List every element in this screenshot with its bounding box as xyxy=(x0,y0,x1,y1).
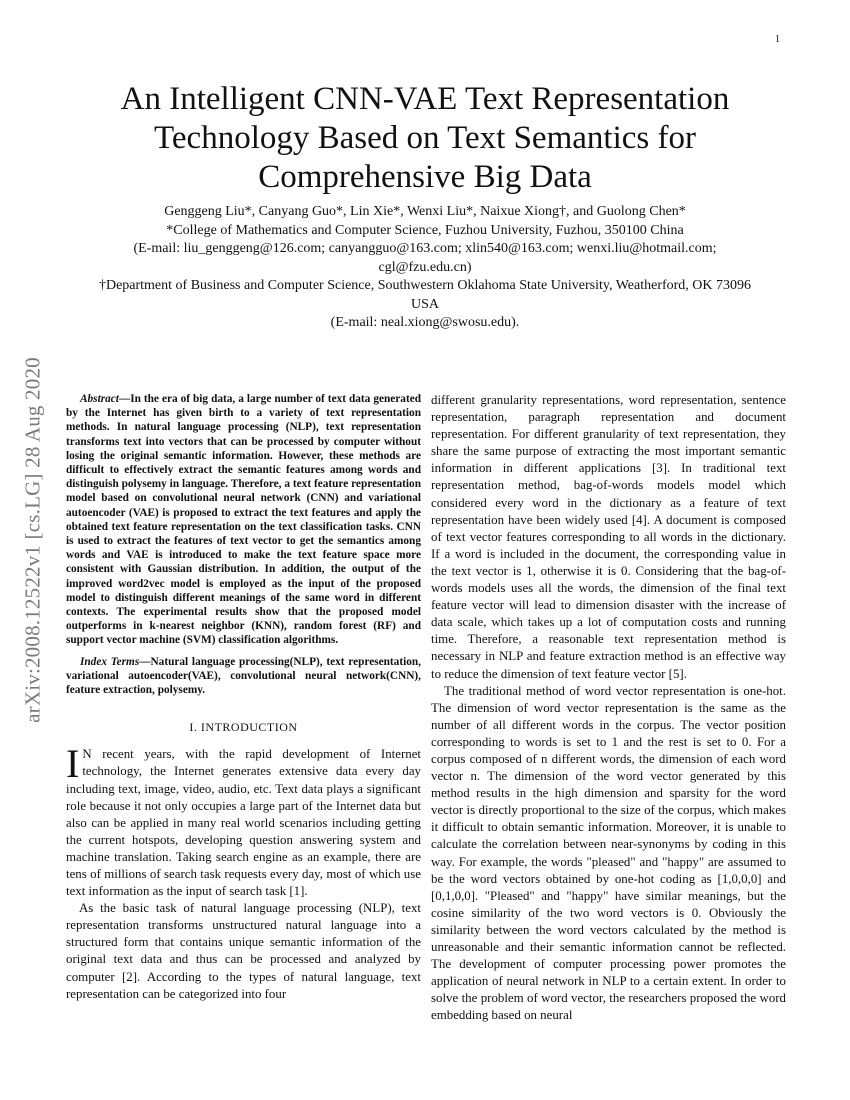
affiliation-1: *College of Mathematics and Computer Science, Fuzhou University, Fuzhou, 350100 China xyxy=(166,222,684,238)
abstract-paragraph xyxy=(66,392,421,648)
page-number: 1 xyxy=(775,34,780,45)
abstract-text: —In the era of big data, a large number of text data generated by the Internet has given birth to a variety of text representation methods. In natural language processing (NLP), text representation transforms text into vectors that can be processed by computer without losing the original semantic information. However, these methods are difficult to effectively extract the semantic features among words and distinguish polysemy in language. Therefore, a text feature representation model based on convolutional neural network (CNN) and variational autoencoder (VAE) is proposed to extract the text features and apply the obtained text feature representation on the text classification tasks. CNN is used to extract the features of text vector to get the semantics among words and VAE is introduced to make the text feature space more consistent with Gaussian distribution. In addition, the output of the improved word2vec model is employed as the input of the proposed model to distinguish different meanings of the same word in different contexts. The experimental results show that the proposed model outperforms in k-nearest neighbor (KNN), random forest (RF) and support vector machine (SVM) classification algorithms. xyxy=(66,393,421,647)
left-column xyxy=(66,392,421,1003)
section-heading: I. INTRODUCTION xyxy=(189,720,298,735)
right-paragraph-2: The traditional method of word vector representation is one-hot. The dimension of word vector representation is the same as the number of all different words in the corpus. The vector position corresponding to words is set to 1 and the rest is set to 0. For a corpus composed of n different words, the dimension of each word vector n. The dimension of the word vector generated by this method results in the high dimension and sparsity for the word vector is directly proportional to the size of the corpus, which makes it difficult to obtain semantic information. Moreover, it is unable to calculate the correlation between near-synonyms by coding in this way. For example, the words "pleased" and "happy" are assumed to be the word vectors obtained by one-hot coding as [1,0,0,0] and [0,1,0,0]. "Pleased" and "happy" have similar meanings, but the cosine similarity of the two word vectors is 0. Obviously the similarity between the word vectors calculated by the method is unreasonable and their semantic information cannot be reflected. The development of computer processing power promotes the application of neural network in NLP to a certain extent. In order to solve the problem of word vector, the researchers proposed the word embedding based on neural xyxy=(431,683,786,1023)
author-block xyxy=(90,203,760,333)
emails-1: (E-mail: liu_genggeng@126.com; canyangguo@163.com; xlin540@163.com; wenxi.liu@hotmail.com; cgl@fzu.edu.cn) xyxy=(133,241,717,275)
paper-title: An Intelligent CNN-VAE Text Representation Technology Based on Text Semantics for Comprehensive Big Data xyxy=(120,81,730,195)
index-terms-paragraph xyxy=(66,655,421,698)
affiliation-2: †Department of Business and Computer Science, Southwestern Oklahoma State University, Weatherford, OK 73096 USA xyxy=(98,278,752,312)
right-paragraph-1: different granularity representations, word representation, sentence representation, paragraph representation and document representation. For different granularity of text representation, they share the same purpose of extracting the most important semantic information in different applications [3]. In traditional text representation method, bag-of-words models model which considered every word in the dictionary as a feature of text representation have been widely used [4]. A document is composed of text vector features corresponding to all words in the dictionary. If a word is included in the document, the corresponding value in the text vector is 1, otherwise it is 0. Considering that the bag-of-words models uses all the words, the dimension of the final text feature vector will lead to dimension disaster with the increase of data scale, which takes up a lot of computation costs and running time. Therefore, a reasonable text representation method is necessary in NLP and feature extraction method is an effective way to reduce the dimension of text feature vector [5]. xyxy=(431,393,786,681)
author-list: Genggeng Liu*, Canyang Guo*, Lin Xie*, Wenxi Liu*, Naixue Xiong†, and Guolong Chen* xyxy=(164,204,686,219)
intro-paragraph-2: As the basic task of natural language processing (NLP), text representation transforms unstructured natural language into a structured form that contains unique semantic information of the original text data and thus can be processed and analyzed by computer [2]. According to the types of natural language, text representation can be categorized into four xyxy=(66,901,421,1001)
arxiv-sidebar xyxy=(8,290,58,790)
drop-cap: I xyxy=(66,741,80,787)
index-terms-label: Index Terms xyxy=(80,655,140,668)
arxiv-identifier: arXiv:2008.12522v1 [cs.LG] 28 Aug 2020 xyxy=(20,357,45,723)
intro-paragraph-1 xyxy=(66,741,421,900)
intro-paragraph-1-text: N recent years, with the rapid development of Internet technology, the Internet generates extensive data every day including text, image, video, audio, etc. Text data plays a significant role because it not only occupies a large part of the Internet data but also can be applied in many real world scenarios including getting the current hotspots, developing question answering system and machine translation. Taking search engine as an example, there are tens of millions of search task requests every day, most of which use text information as the input of search task [1]. xyxy=(66,747,421,899)
emails-2: (E-mail: neal.xiong@swosu.edu). xyxy=(330,315,520,330)
abstract-label: Abstract xyxy=(80,393,119,405)
introduction-body xyxy=(66,741,421,1002)
right-column xyxy=(431,392,786,1024)
abstract-section xyxy=(66,392,421,697)
index-terms-text: —Natural language processing(NLP), text representation, variational autoencoder(VAE), convolutional neural network(CNN), feature extraction, polysemy. xyxy=(66,655,421,697)
